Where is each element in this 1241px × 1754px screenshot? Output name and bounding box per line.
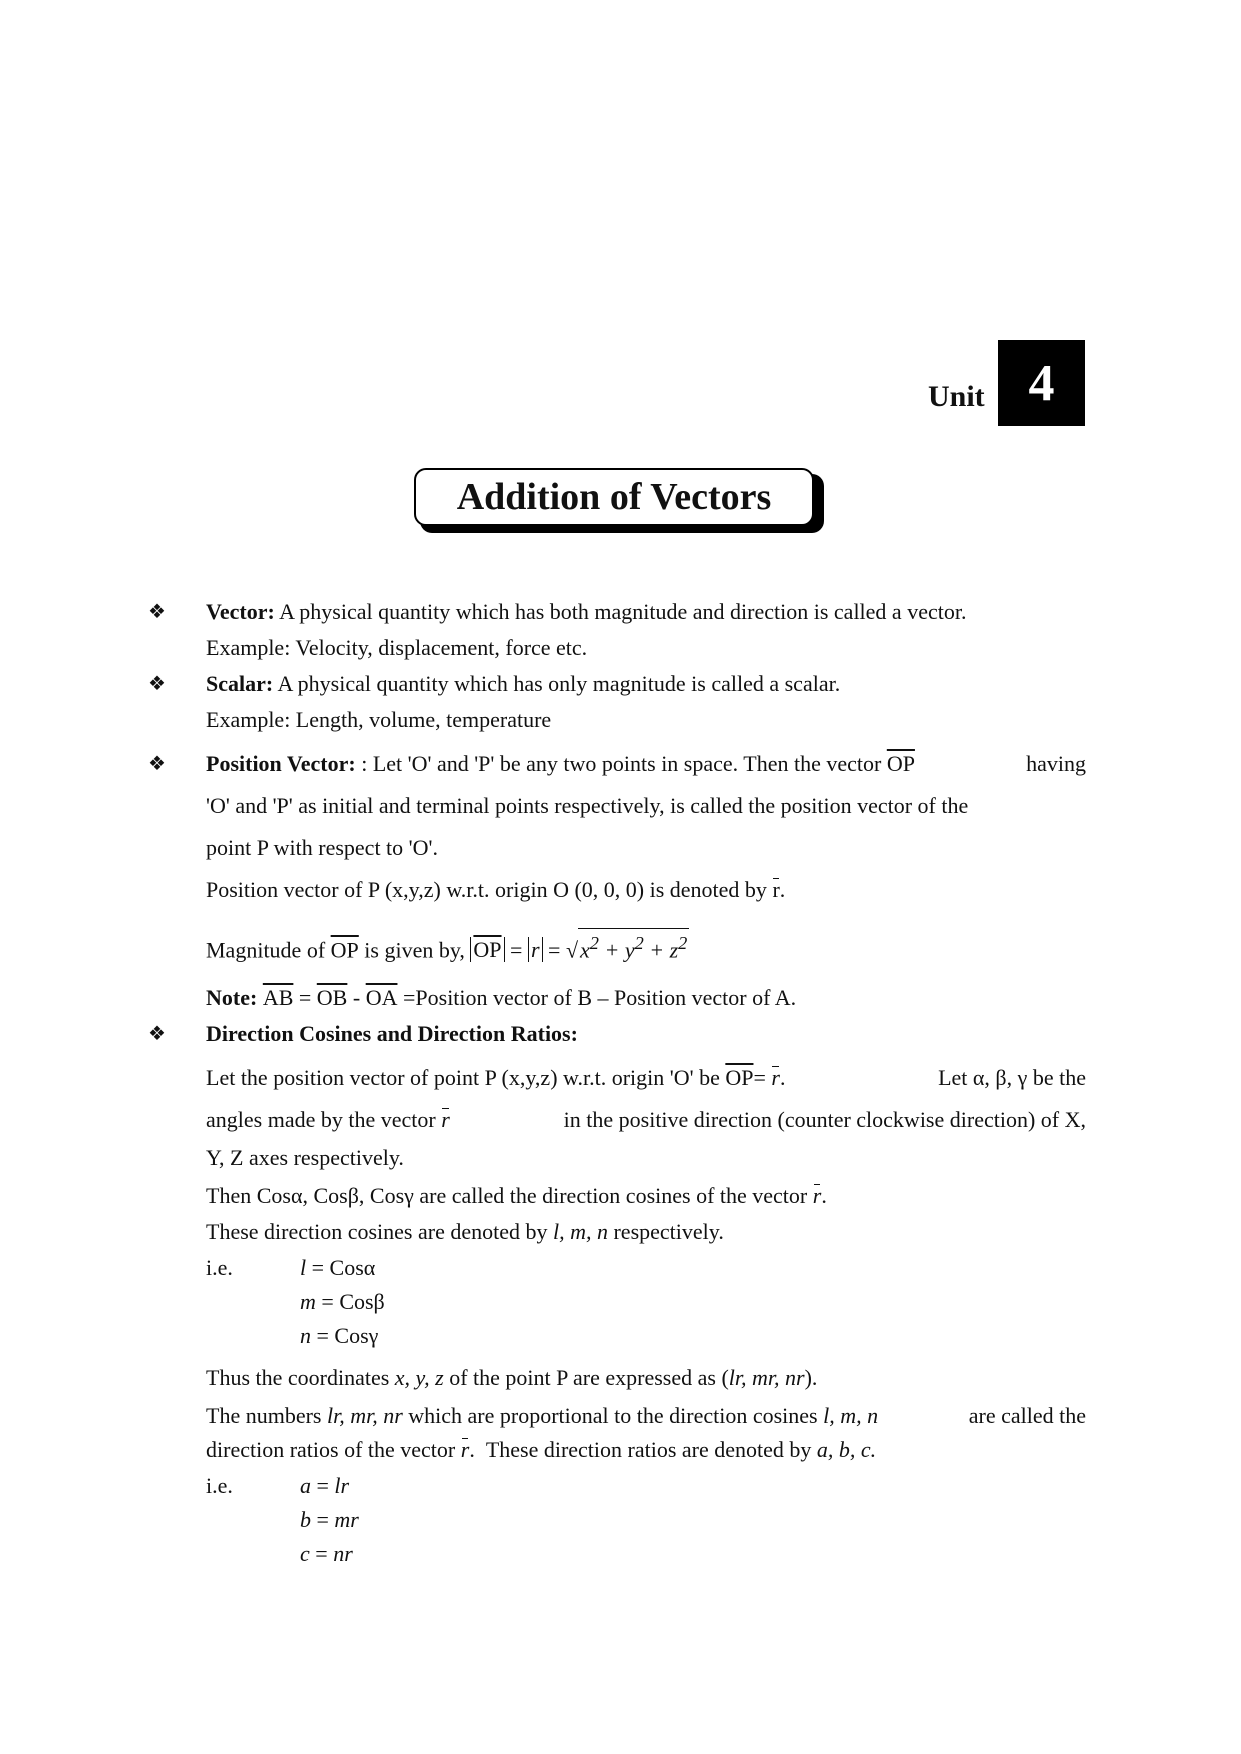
direction-line-3: Y, Z axes respectively.	[206, 1145, 404, 1170]
vector-definition: Vector: A physical quantity which has both magnitude and direction is called a vector.	[206, 599, 967, 624]
position-vector-line-1: Position Vector: : Let 'O' and 'P' be any two points in space. Then the vector $\overline{OP}$ having	[206, 751, 1086, 776]
position-vector-line-2: 'O' and 'P' as initial and terminal points respectively, is called the position vector of the	[206, 793, 969, 818]
ie-label: i.e.	[206, 1473, 233, 1498]
ie-label: i.e.	[206, 1255, 233, 1280]
magnitude-line: Magnitude of $\overline{OP}$ is given by, $\overline{OP} = r = √x^2 + y^2 + z^2$	[206, 928, 689, 964]
bullet-icon: ❖	[148, 673, 166, 695]
sqrt-expression: $x^2 + y^2 + z^2$	[578, 928, 689, 964]
page-title: Addition of Vectors	[414, 468, 814, 526]
bullet-icon: ❖	[148, 601, 166, 623]
direction-line-5: These direction cosines are denoted by l, m, n respectively.	[206, 1219, 724, 1244]
ratios-line-1: The numbers lr, mr, nr which are proportional to the direction cosines l, m, n are called the	[206, 1403, 1086, 1428]
vector-example: Example: Velocity, displacement, force etc.	[206, 635, 588, 660]
coordinates-line: Thus the coordinates x, y, z of the point P are expressed as (lr, mr, nr).	[206, 1365, 818, 1390]
position-vector-term: Position Vector:	[206, 751, 356, 776]
r-vector: r	[772, 877, 780, 902]
ratio-equation-c: c = nr	[300, 1541, 353, 1566]
unit-number-badge: 4	[998, 340, 1085, 426]
ratios-line-2: direction ratios of the vector r. These direction ratios are denoted by a, b, c.	[206, 1437, 877, 1462]
position-vector-line-3: point P with respect to 'O'.	[206, 835, 438, 860]
ratio-equation-b: b = mr	[300, 1507, 359, 1532]
direction-line-2: angles made by the vector r in the positive direction (counter clockwise direction) of X,	[206, 1107, 1086, 1132]
note-line: Note: $\overline{AB} = \overline{OB} - \overline{OA}$ =Position vector of B – Position vector of A.	[206, 985, 797, 1010]
scalar-term: Scalar:	[206, 671, 274, 696]
bullet-icon: ❖	[148, 753, 166, 775]
scalar-example: Example: Length, volume, temperature	[206, 707, 552, 732]
cos-equation-l: l = Cosα	[300, 1255, 376, 1280]
bullet-icon: ❖	[148, 1023, 166, 1045]
position-vector-line-4: Position vector of P (x,y,z) w.r.t. origin O (0, 0, 0) is denoted by r.	[206, 877, 786, 902]
direction-line-1: Let the position vector of point P (x,y,z) w.r.t. origin 'O' be $\overline{OP}= r$. Let α, β, γ be the	[206, 1065, 1086, 1090]
direction-line-4: Then Cosα, Cosβ, Cosγ are called the direction cosines of the vector r.	[206, 1183, 827, 1208]
cos-equation-m: m = Cosβ	[300, 1289, 385, 1314]
ratio-equation-a: a = lr	[300, 1473, 350, 1498]
scalar-definition: Scalar: A physical quantity which has only magnitude is called a scalar.	[206, 671, 841, 696]
cos-equation-n: n = Cosγ	[300, 1323, 379, 1348]
vector-term: Vector:	[206, 599, 275, 624]
unit-label: Unit	[928, 380, 985, 413]
direction-heading: Direction Cosines and Direction Ratios:	[206, 1021, 578, 1046]
